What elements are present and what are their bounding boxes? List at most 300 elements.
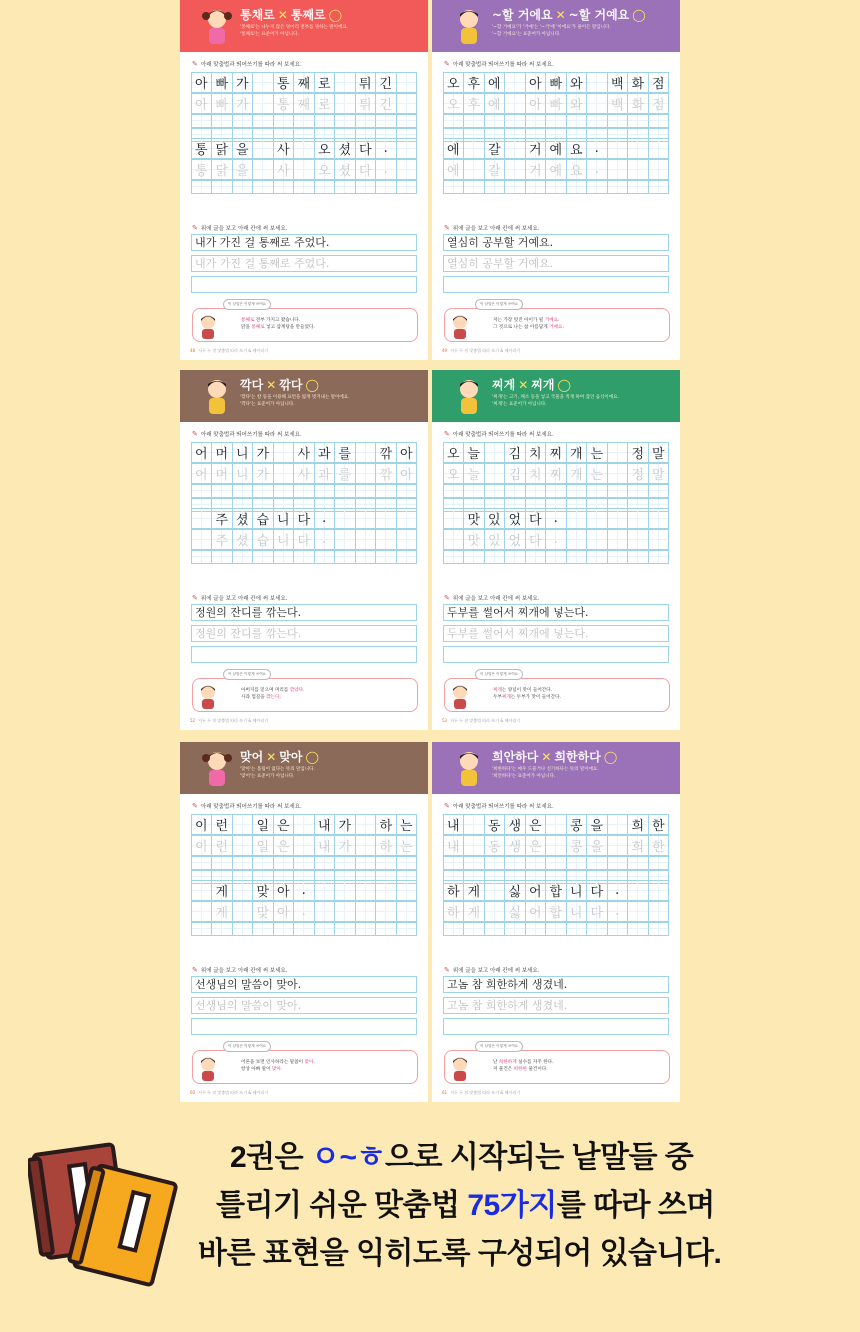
grid-cell [443, 508, 465, 529]
grid-cell: 개 [566, 463, 588, 484]
grid-cell: 아 [525, 72, 547, 93]
grid-cell: 내 [314, 835, 336, 856]
grid-cell: 한 [648, 835, 670, 856]
blank-line [191, 276, 417, 293]
write-instruction: ✎ 위에 글을 보고 아래 칸에 써 보세요. [192, 224, 288, 232]
writing-grid-row [443, 72, 669, 92]
page-header [432, 370, 680, 422]
grid-cell [586, 484, 608, 498]
copy-instruction: ✎ 아래 맞춤법과 띄어쓰기를 따라 써 보세요. [444, 430, 554, 438]
grid-cell: 깎 [375, 442, 397, 463]
grid-cell [648, 922, 670, 936]
grid-cell: 개 [566, 442, 588, 463]
grid-cell: 아 [191, 93, 213, 114]
grid-cell [334, 856, 356, 870]
write-instruction: ✎ 위에 글을 보고 아래 칸에 써 보세요. [444, 594, 540, 602]
workbook-page [432, 742, 680, 1102]
grid-cell: 런 [211, 835, 233, 856]
wrong-mark-icon: ✕ [277, 8, 288, 22]
grid-cell [334, 922, 356, 936]
grid-cell [396, 138, 418, 159]
grid-cell: 은 [525, 814, 547, 835]
grid-cell: 은 [273, 814, 295, 835]
grid-cell [273, 442, 295, 463]
grid-cell [545, 114, 567, 128]
grid-cell [463, 922, 485, 936]
grid-cell: 있 [484, 508, 506, 529]
page-description: '통째로'는 나누지 않은 덩어리 전부를 뜻하는 말이에요. '통채로'는 표준어가 아닙니다. [240, 25, 349, 37]
grid-cell [566, 180, 588, 194]
grid-cell: 니 [232, 463, 254, 484]
blank-line [191, 1018, 417, 1035]
grid-cell [252, 922, 274, 936]
speech-bubble: 이 낱말은 이렇게 쓰여요 [475, 1041, 523, 1052]
grid-cell [396, 484, 418, 498]
grid-cell: 다 [586, 901, 608, 922]
writing-grid-row [191, 442, 417, 462]
grid-cell [293, 114, 315, 128]
grid-cell [232, 901, 254, 922]
grid-cell: . [293, 901, 315, 922]
grid-cell: 오 [443, 463, 465, 484]
grid-cell: 을 [232, 138, 254, 159]
grid-cell [232, 856, 254, 870]
grid-cell: 에 [484, 93, 506, 114]
trace-sentence: 내가 가진 걸 통째로 주었다. [191, 255, 417, 272]
grid-cell [293, 138, 315, 159]
grid-cell: 닭 [211, 138, 233, 159]
page-footer: 61 저두 두 점 맞춤법 따라 쓰기 & 헤아리기 [442, 1090, 521, 1095]
trace-sentence: 열심히 공부할 거예요. [443, 255, 669, 272]
grid-cell [443, 484, 465, 498]
grid-cell [375, 856, 397, 870]
grid-cell: 를 [334, 463, 356, 484]
grid-cell [314, 856, 336, 870]
grid-cell: 니 [273, 508, 295, 529]
grid-cell: 이 [191, 814, 213, 835]
grid-cell: 정 [627, 463, 649, 484]
copy-instruction: ✎ 아래 맞춤법과 띄어쓰기를 따라 써 보세요. [192, 430, 302, 438]
writing-lines [191, 604, 417, 667]
grid-cell: 와 [566, 93, 588, 114]
grid-cell: 와 [566, 72, 588, 93]
blank-grid-row [443, 114, 669, 127]
grid-cell: 요 [566, 138, 588, 159]
grid-cell: 콩 [566, 835, 588, 856]
grid-cell: 가 [252, 442, 274, 463]
grid-cell [463, 138, 485, 159]
grid-cell [375, 880, 397, 901]
writing-grid-row [443, 508, 669, 528]
grid-cell: . [607, 901, 629, 922]
grid-cell: 빠 [545, 93, 567, 114]
usage-examples [241, 687, 305, 701]
grid-cell: . [607, 880, 629, 901]
blank-line [443, 276, 669, 293]
grid-cell: 맞 [252, 901, 274, 922]
grid-cell [273, 856, 295, 870]
grid-cell: 빠 [211, 93, 233, 114]
grid-cell [463, 550, 485, 564]
grid-cell [355, 835, 377, 856]
trace-sentence: 고놈 참 희한하게 생겼네. [443, 997, 669, 1014]
page-description: '깎다'는 칼 등을 이용해 표면을 얇게 벗겨내는 말이에요. '깍다'는 표준어가 아닙니다. [240, 395, 350, 407]
grid-cell [232, 114, 254, 128]
grid-cell [252, 114, 274, 128]
teacher-icon [197, 313, 219, 339]
grid-cell [375, 550, 397, 564]
grid-cell: 셨 [232, 508, 254, 529]
grid-cell [232, 484, 254, 498]
grid-cell: 늘 [463, 463, 485, 484]
writing-lines [443, 234, 669, 297]
grid-cell [586, 114, 608, 128]
grid-cell [607, 463, 629, 484]
write-instruction: ✎ 위에 글을 보고 아래 칸에 써 보세요. [444, 966, 540, 974]
blank-grid-row [443, 484, 669, 497]
grid-cell: 아 [273, 901, 295, 922]
writing-grid-row [443, 814, 669, 834]
grid-cell [586, 93, 608, 114]
grid-cell: 과 [314, 463, 336, 484]
grid-cell: 셨 [232, 529, 254, 550]
grid-cell [396, 72, 418, 93]
grid-cell [355, 180, 377, 194]
grid-cell [566, 529, 588, 550]
grid-cell: 는 [586, 442, 608, 463]
model-sentence: 두부를 썰어서 찌개에 넣는다. [443, 604, 669, 621]
grid-cell [355, 508, 377, 529]
grid-cell [627, 550, 649, 564]
grid-cell: 동 [484, 814, 506, 835]
grid-cell [545, 856, 567, 870]
grid-cell [314, 180, 336, 194]
grid-cell [334, 550, 356, 564]
grid-cell [545, 922, 567, 936]
grid-cell: 사 [273, 138, 295, 159]
grid-cell: 통 [191, 138, 213, 159]
grid-cell: 가 [334, 835, 356, 856]
grid-cell [504, 93, 526, 114]
grid-cell [463, 159, 485, 180]
grid-cell: 머 [211, 463, 233, 484]
grid-cell: 게 [211, 901, 233, 922]
grid-cell [334, 880, 356, 901]
books-icon [28, 1130, 178, 1290]
grid-cell [396, 114, 418, 128]
usage-tip-box [444, 1044, 670, 1084]
usage-tip-box [444, 672, 670, 712]
grid-cell: 오 [443, 93, 465, 114]
grid-cell: 습 [252, 508, 274, 529]
blank-grid-row [443, 856, 669, 869]
grid-cell [484, 114, 506, 128]
grid-cell: 다 [293, 529, 315, 550]
grid-cell: 후 [463, 72, 485, 93]
blank-grid-row [191, 484, 417, 497]
page-title: 찌게 ✕ 찌개 ◯ [492, 378, 571, 392]
usage-example: 어른을 보면 인사하라는 말씀이 맞아. [241, 1060, 315, 1065]
wrong-mark-icon: ✕ [266, 378, 277, 392]
grid-cell [396, 901, 418, 922]
writing-grid-row [443, 835, 669, 855]
grid-cell: 에 [443, 159, 465, 180]
grid-cell: 는 [396, 814, 418, 835]
grid-cell: 말 [648, 463, 670, 484]
grid-cell [648, 138, 670, 159]
grid-cell [566, 856, 588, 870]
grid-cell [375, 529, 397, 550]
grid-cell [191, 529, 213, 550]
grid-cell [396, 180, 418, 194]
grid-cell: 하 [443, 880, 465, 901]
grid-cell [627, 856, 649, 870]
grid-cell [232, 550, 254, 564]
page-header [180, 742, 428, 794]
model-sentence: 정원의 잔디를 깎는다. [191, 604, 417, 621]
grid-cell: 니 [566, 880, 588, 901]
grid-cell [355, 922, 377, 936]
grid-cell [191, 114, 213, 128]
grid-cell [211, 922, 233, 936]
grid-cell [607, 159, 629, 180]
grid-cell: 어 [525, 901, 547, 922]
writing-grid-row [191, 835, 417, 855]
grid-cell: 다 [355, 138, 377, 159]
grid-cell: 맛 [463, 529, 485, 550]
writing-grid-row [443, 138, 669, 158]
grid-cell [504, 550, 526, 564]
grid-cell: 빠 [211, 72, 233, 93]
grid-cell [525, 550, 547, 564]
grid-cell [586, 72, 608, 93]
usage-tip-box [444, 302, 670, 342]
grid-cell [443, 922, 465, 936]
grid-cell [334, 180, 356, 194]
grid-cell [648, 114, 670, 128]
writing-lines [191, 976, 417, 1039]
grid-cell: 합 [545, 901, 567, 922]
caption-line-3: 바른 표현을 익히도록 구성되어 있습니다. [198, 1237, 722, 1270]
grid-cell [484, 901, 506, 922]
grid-cell: 을 [586, 835, 608, 856]
grid-cell [504, 180, 526, 194]
writing-lines [443, 976, 669, 1039]
writing-lines [443, 604, 669, 667]
grid-cell: 어 [525, 880, 547, 901]
grid-cell [648, 508, 670, 529]
grid-cell [648, 901, 670, 922]
grid-cell: 주 [211, 508, 233, 529]
grid-cell [648, 529, 670, 550]
grid-cell: 셨 [334, 138, 356, 159]
grid-cell: 아 [396, 442, 418, 463]
grid-cell: 깎 [375, 463, 397, 484]
grid-cell: 예 [545, 159, 567, 180]
grid-cell [396, 550, 418, 564]
page-title: 깍다 ✕ 깎다 ◯ [240, 378, 319, 392]
grid-cell [191, 550, 213, 564]
grid-cell: 갈 [484, 159, 506, 180]
grid-cell [334, 901, 356, 922]
writing-grid-row [443, 93, 669, 113]
grid-cell [252, 138, 274, 159]
grid-cell [375, 114, 397, 128]
grid-cell: 닭 [211, 159, 233, 180]
trace-sentence: 두부를 썰어서 찌개에 넣는다. [443, 625, 669, 642]
grid-cell: . [545, 529, 567, 550]
grid-cell [525, 114, 547, 128]
writing-grid-row [191, 880, 417, 900]
blank-grid-row [191, 856, 417, 869]
usage-example: 저 물건은 희한한 물건이다. [493, 1067, 548, 1072]
grid-cell [293, 159, 315, 180]
model-sentence: 열심히 공부할 거예요. [443, 234, 669, 251]
grid-cell [484, 922, 506, 936]
page-footer: 52 저두 두 점 맞춤법 따라 쓰기 & 헤아리기 [190, 718, 269, 723]
grid-cell [627, 901, 649, 922]
grid-cell: 게 [463, 901, 485, 922]
grid-cell [545, 814, 567, 835]
grid-cell [463, 114, 485, 128]
grid-cell [566, 114, 588, 128]
grid-cell: 게 [463, 880, 485, 901]
writing-grid-row [191, 159, 417, 179]
grid-cell: 갈 [484, 138, 506, 159]
grid-cell [504, 922, 526, 936]
grid-cell: 백 [607, 93, 629, 114]
grid-cell [314, 550, 336, 564]
workbook-page [432, 370, 680, 730]
grid-cell [484, 180, 506, 194]
grid-cell: 늘 [463, 442, 485, 463]
grid-cell [211, 550, 233, 564]
grid-cell: 로 [314, 93, 336, 114]
grid-cell: 째 [293, 72, 315, 93]
grid-cell: 예 [545, 138, 567, 159]
grid-cell: 통 [191, 159, 213, 180]
grid-cell: 는 [396, 835, 418, 856]
grid-cell: 후 [463, 93, 485, 114]
grid-cell [232, 880, 254, 901]
grid-cell: 일 [252, 835, 274, 856]
grid-cell [586, 180, 608, 194]
grid-cell: 어 [191, 463, 213, 484]
grid-cell: 아 [273, 880, 295, 901]
grid-cell [586, 550, 608, 564]
grid-cell [273, 463, 295, 484]
page-header [432, 0, 680, 52]
grid-cell: 김 [504, 463, 526, 484]
grid-cell [627, 529, 649, 550]
grid-cell: 었 [504, 529, 526, 550]
grid-cell [607, 814, 629, 835]
grid-cell [627, 138, 649, 159]
grid-cell [314, 484, 336, 498]
grid-cell [396, 856, 418, 870]
model-sentence: 내가 가진 걸 통째로 주었다. [191, 234, 417, 251]
boy-icon [452, 6, 486, 46]
grid-cell: 콩 [566, 814, 588, 835]
grid-cell: 런 [211, 814, 233, 835]
grid-cell [504, 72, 526, 93]
grid-cell [252, 72, 274, 93]
speech-bubble: 이 낱말은 이렇게 쓰여요 [223, 299, 271, 310]
grid-cell [334, 72, 356, 93]
blank-grid-row [191, 114, 417, 127]
grid-cell [484, 880, 506, 901]
boy-icon [452, 748, 486, 788]
model-sentence: 고놈 참 희한하게 생겼네. [443, 976, 669, 993]
grid-cell: . [314, 529, 336, 550]
writing-lines [191, 234, 417, 297]
grid-cell [252, 550, 274, 564]
writing-grid-row [191, 508, 417, 528]
copy-instruction: ✎ 아래 맞춤법과 띄어쓰기를 따라 써 보세요. [192, 802, 302, 810]
grid-cell: 합 [545, 880, 567, 901]
usage-example: 통째로 전부 가지고 왔습니다. [241, 318, 301, 323]
grid-cell [607, 508, 629, 529]
grid-cell: 아 [191, 72, 213, 93]
grid-cell [463, 484, 485, 498]
writing-grid-row [191, 138, 417, 158]
grid-cell: 점 [648, 93, 670, 114]
grid-cell [293, 550, 315, 564]
grid-cell: 희 [627, 814, 649, 835]
grid-cell: 이 [191, 835, 213, 856]
grid-cell [545, 550, 567, 564]
grid-cell: 오 [314, 159, 336, 180]
speech-bubble: 이 낱말은 이렇게 쓰여요 [223, 1041, 271, 1052]
grid-cell: 맞 [252, 880, 274, 901]
writing-grid-row [191, 93, 417, 113]
grid-cell [443, 529, 465, 550]
grid-cell: 화 [627, 72, 649, 93]
grid-cell [607, 529, 629, 550]
grid-cell: . [375, 159, 397, 180]
grid-cell: 생 [504, 814, 526, 835]
grid-cell [545, 180, 567, 194]
grid-cell [293, 180, 315, 194]
usage-examples [241, 1059, 315, 1073]
grid-cell [627, 484, 649, 498]
grid-cell: 내 [314, 814, 336, 835]
grid-cell [607, 484, 629, 498]
grid-cell: 정 [627, 442, 649, 463]
girl-icon [200, 6, 234, 46]
grid-cell [443, 550, 465, 564]
grid-cell: 치 [525, 442, 547, 463]
grid-cell: 희 [627, 835, 649, 856]
page-footer: 49 저두 두 점 맞춤법 따라 쓰기 & 헤아리기 [442, 348, 521, 353]
blank-line [191, 646, 417, 663]
grid-cell: 습 [252, 529, 274, 550]
copy-instruction: ✎ 아래 맞춤법과 띄어쓰기를 따라 써 보세요. [192, 60, 302, 68]
page-header [180, 370, 428, 422]
grid-cell [504, 484, 526, 498]
boy-icon [452, 376, 486, 416]
grid-cell [355, 880, 377, 901]
grid-cell [484, 856, 506, 870]
grid-cell [566, 508, 588, 529]
blank-grid-row [191, 180, 417, 193]
grid-cell [191, 880, 213, 901]
speech-bubble: 이 낱말은 이렇게 쓰여요 [475, 299, 523, 310]
caption-line-1: 2권은 ㅇ~ㅎ으로 시작되는 낱말들 중 [230, 1141, 694, 1174]
grid-cell [375, 508, 397, 529]
writing-grid-row [443, 463, 669, 483]
grid-cell [396, 529, 418, 550]
